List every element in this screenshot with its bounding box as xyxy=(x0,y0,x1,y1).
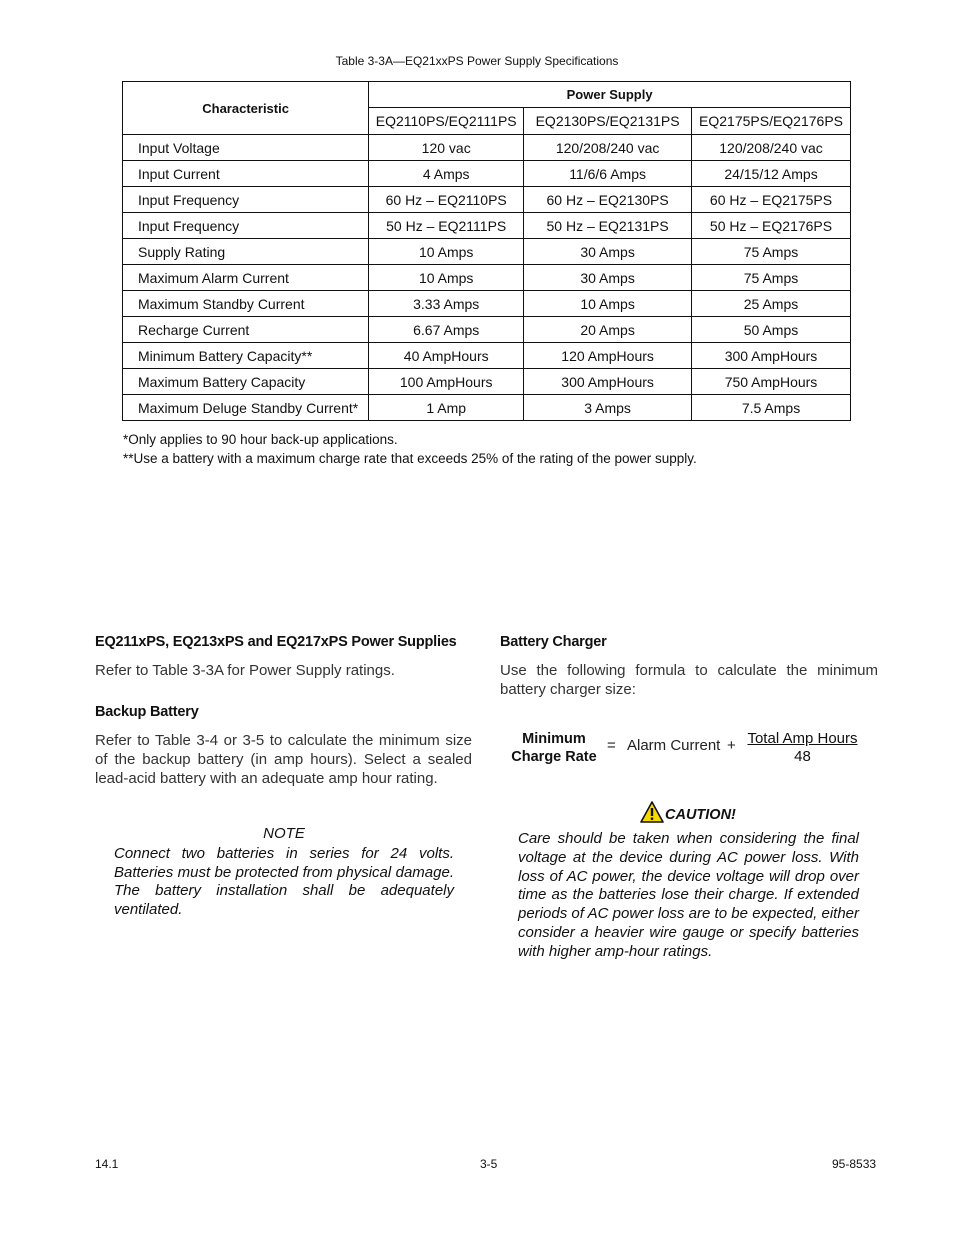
formula-numerator: Total Amp Hours xyxy=(747,730,858,747)
table-cell: 1 Amp xyxy=(369,395,524,421)
row-label: Input Voltage xyxy=(123,135,369,161)
row-label: Maximum Battery Capacity xyxy=(123,369,369,395)
table-cell: 60 Hz – EQ2175PS xyxy=(692,187,851,213)
model-header: EQ2110PS/EQ2111PS xyxy=(369,107,524,134)
formula-label-line2: Charge Rate xyxy=(511,749,597,765)
table-row xyxy=(123,369,851,395)
row-label: Input Current xyxy=(123,161,369,187)
row-label: Input Frequency xyxy=(123,187,369,213)
table-cell: 120/208/240 vac xyxy=(524,135,692,161)
table-cell: 7.5 Amps xyxy=(692,395,851,421)
table-cell: 30 Amps xyxy=(524,239,692,265)
table-cell: 50 Hz – EQ2131PS xyxy=(524,213,692,239)
table-cell: 75 Amps xyxy=(692,265,851,291)
table-cell: 40 AmpHours xyxy=(369,343,524,369)
table-cell: 300 AmpHours xyxy=(692,343,851,369)
table-cell: 11/6/6 Amps xyxy=(524,161,692,187)
table-cell: 3 Amps xyxy=(524,395,692,421)
caution-label: CAUTION! xyxy=(665,807,736,823)
power-supply-header: Power Supply xyxy=(369,82,851,108)
table-cell: 750 AmpHours xyxy=(692,369,851,395)
table-cell: 50 Hz – EQ2176PS xyxy=(692,213,851,239)
table-footnotes xyxy=(123,431,697,468)
table-cell: 60 Hz – EQ2110PS xyxy=(369,187,524,213)
table-cell: 25 Amps xyxy=(692,291,851,317)
row-label: Maximum Deluge Standby Current* xyxy=(123,395,369,421)
table-cell: 50 Hz – EQ2111PS xyxy=(369,213,524,239)
table-row xyxy=(123,265,851,291)
table-cell: 120 vac xyxy=(369,135,524,161)
table-cell: 100 AmpHours xyxy=(369,369,524,395)
footer-revision: 14.1 xyxy=(95,1157,119,1171)
table-row xyxy=(123,343,851,369)
backup-battery-text: Refer to Table 3-4 or 3-5 to calculate the minimum size of the backup battery (in amp hours). Select a sealed lead-acid battery with an adequate amp hour rating. xyxy=(95,732,472,787)
table-row xyxy=(123,395,851,421)
table-cell: 24/15/12 Amps xyxy=(692,161,851,187)
model-header: EQ2175PS/EQ2176PS xyxy=(692,107,851,134)
caution-text: Care should be taken when considering the final voltage at the device during AC power loss. With loss of AC power, the device voltage will drop over time as the batteries lose their charge. If extended periods of AC power loss are to be expected, either consider a heavier wire gauge or specify batteries with higher amp-hour ratings. xyxy=(518,830,859,960)
table-row xyxy=(123,239,851,265)
table-row xyxy=(123,161,851,187)
table-cell: 3.33 Amps xyxy=(369,291,524,317)
table-cell: 120 AmpHours xyxy=(524,343,692,369)
model-header: EQ2130PS/EQ2131PS xyxy=(524,107,692,134)
table-cell: 60 Hz – EQ2130PS xyxy=(524,187,692,213)
table-cell: 10 Amps xyxy=(369,239,524,265)
table-row xyxy=(123,187,851,213)
formula-alarm-current: Alarm Current xyxy=(627,737,721,754)
power-supply-spec-table xyxy=(122,81,851,421)
formula-label xyxy=(506,730,602,766)
row-label: Input Frequency xyxy=(123,213,369,239)
table-cell: 20 Amps xyxy=(524,317,692,343)
table-cell: 6.67 Amps xyxy=(369,317,524,343)
table-cell: 120/208/240 vac xyxy=(692,135,851,161)
table-cell: 50 Amps xyxy=(692,317,851,343)
table-cell: 30 Amps xyxy=(524,265,692,291)
footnote: **Use a battery with a maximum charge rate that exceeds 25% of the rating of the power supply. xyxy=(123,450,697,466)
power-supplies-heading: EQ211xPS, EQ213xPS and EQ217xPS Power Supplies xyxy=(95,634,457,650)
row-label: Maximum Standby Current xyxy=(123,291,369,317)
table-cell: 10 Amps xyxy=(524,291,692,317)
battery-charger-intro: Use the following formula to calculate the minimum battery charger size: xyxy=(500,662,878,698)
table-row xyxy=(123,317,851,343)
battery-charger-heading: Battery Charger xyxy=(500,634,607,650)
table-cell: 75 Amps xyxy=(692,239,851,265)
characteristic-header: Characteristic xyxy=(123,82,369,135)
table-cell: 300 AmpHours xyxy=(524,369,692,395)
formula-equals: = xyxy=(607,737,616,754)
formula-denominator: 48 xyxy=(794,748,811,765)
footer-page-number: 3-5 xyxy=(480,1157,498,1171)
power-supplies-intro: Refer to Table 3-3A for Power Supply ratings. xyxy=(95,662,395,679)
row-label: Recharge Current xyxy=(123,317,369,343)
table-row xyxy=(123,291,851,317)
row-label: Supply Rating xyxy=(123,239,369,265)
table-cell: 4 Amps xyxy=(369,161,524,187)
footer-document-number: 95-8533 xyxy=(832,1157,877,1171)
note-title: NOTE xyxy=(263,825,305,842)
note-text: Connect two batteries in series for 24 volts. Batteries must be protected from physical damage. The battery installation shall be adequately ventilated. xyxy=(114,845,454,918)
formula-label-line1: Minimum xyxy=(522,731,586,747)
caution-title xyxy=(640,801,736,823)
backup-battery-heading: Backup Battery xyxy=(95,704,199,720)
row-label: Maximum Alarm Current xyxy=(123,265,369,291)
warning-icon xyxy=(640,801,664,823)
table-cell: 10 Amps xyxy=(369,265,524,291)
table-row xyxy=(123,135,851,161)
table-row xyxy=(123,213,851,239)
footnote: *Only applies to 90 hour back-up applications. xyxy=(123,432,398,447)
table-caption: Table 3-3A—EQ21xxPS Power Supply Specifications xyxy=(335,54,619,68)
row-label: Minimum Battery Capacity** xyxy=(123,343,369,369)
formula-plus: + xyxy=(727,737,736,754)
